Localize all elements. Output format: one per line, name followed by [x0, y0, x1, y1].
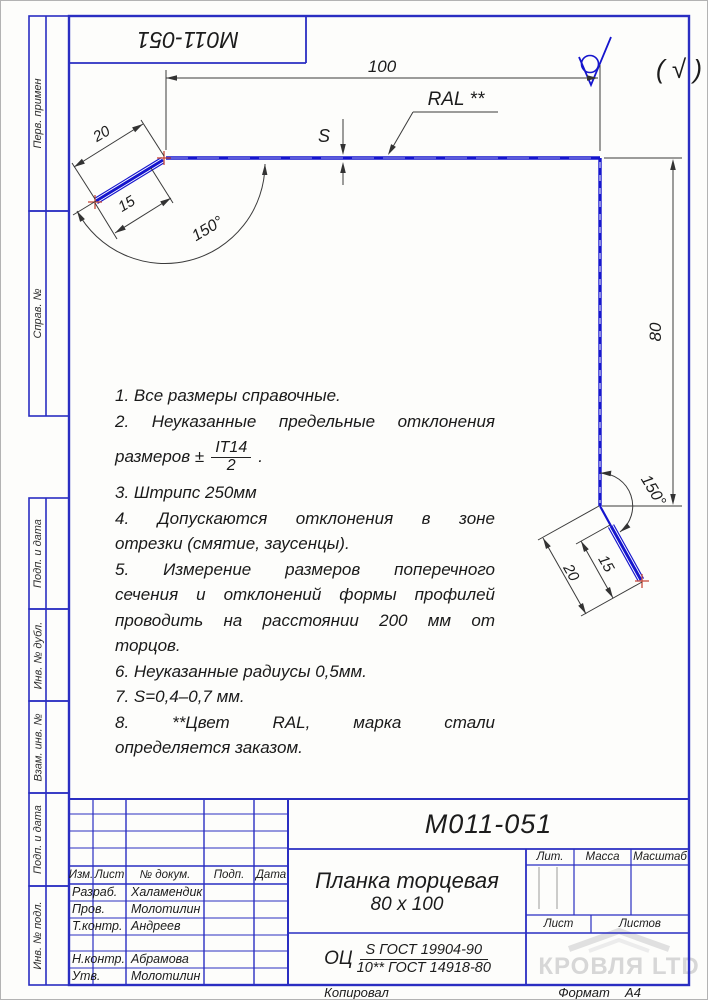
material-spec: [291, 935, 524, 983]
role-nkontr: Н.контр.: [72, 952, 125, 966]
margin-label-inv-podl: Инв. № подл.: [31, 901, 44, 970]
margin-label-vzam-inv: Взам. инв. №: [31, 712, 44, 782]
header-data: Дата: [255, 868, 287, 881]
angle-top-label: 150°: [189, 213, 227, 245]
note-5-line3: проводить на расстоянии 200 мм от: [115, 610, 495, 630]
header-izm: Изм.: [68, 868, 94, 881]
watermark-text: КРОВЛЯ LTD: [538, 953, 700, 980]
role-razrab: Разраб.: [72, 885, 118, 899]
header-dok: № докум.: [139, 868, 191, 881]
note-4-line1: 4. Допускаются отклонения в зоне: [115, 508, 495, 528]
note-6: 6. Неуказанные радиусы 0,5мм.: [115, 661, 367, 681]
lit-subcells: [539, 867, 557, 909]
coating-label: RAL **: [427, 89, 485, 110]
flange-top-inner-label: 15: [115, 192, 139, 216]
note-1: 1. Все размеры справочные.: [115, 386, 341, 405]
note-2-prefix: размеров ±: [115, 447, 205, 467]
flange-top-outer-label: 20: [90, 122, 114, 146]
margin-label-perv-primen: Перв. примен: [31, 78, 44, 149]
note-2-line2: [115, 434, 495, 480]
note-5-line1: 5. Измерение размеров поперечного: [115, 559, 495, 579]
lit-label: Лит.: [536, 850, 564, 863]
margin-label-podp-data-1: Подп. и дата: [31, 519, 44, 588]
role-tkontr: Т.контр.: [72, 919, 123, 933]
dim-width-label: 100: [367, 57, 397, 76]
material-prefix: ОЦ: [324, 948, 353, 969]
material-bottom: 10** ГОСТ 14918-80: [356, 959, 491, 976]
kopiroval-label: Копировал: [324, 985, 389, 1000]
name-nkontr: Абрамова: [131, 952, 189, 966]
name-tkontr: Андреев: [131, 919, 181, 933]
note-2-line1: 2. Неуказанные предельные отклонения: [115, 411, 495, 431]
role-utv: Утв.: [72, 969, 101, 983]
listov-label: Листов: [619, 917, 661, 930]
top-stamp: [69, 16, 306, 63]
massa-label: Масса: [585, 850, 620, 863]
note-4-line2: отрезки (смятие, заусенцы).: [115, 534, 350, 553]
part-name-line1: Планка торцевая: [315, 868, 499, 893]
margin-label-podp-data-2: Подп. и дата: [31, 805, 44, 874]
header-list: Лист: [94, 868, 125, 881]
surface-finish-icon: [579, 37, 611, 85]
part-name-line2: 80 х 100: [370, 894, 444, 915]
note-2-suffix: .: [258, 447, 263, 467]
note-8-line2: определяется заказом.: [115, 738, 303, 757]
role-prov: Пров.: [72, 902, 105, 916]
dim-thickness-label: S: [317, 126, 331, 146]
dim-height-label: 80: [646, 322, 665, 342]
flange-bottom-inner-label: 15: [594, 552, 618, 576]
name-razrab: Халамендик: [131, 885, 203, 899]
company-watermark: [534, 927, 704, 987]
part-name: [288, 853, 526, 931]
note-3: 3. Штрипс 250мм: [115, 483, 257, 502]
flange-bottom-outer-label: 20: [559, 561, 583, 585]
note-5-line4: торцов.: [115, 636, 181, 655]
note-5-line2: сечения и отклонений формы профилей: [115, 585, 495, 604]
surface-rest-label: ( √ ): [655, 54, 703, 84]
list-label: Лист: [543, 917, 574, 930]
note-7: 7. S=0,4–0,7 мм.: [115, 687, 245, 706]
technical-notes: [115, 383, 495, 761]
note-8-line1: 8. **Цвет RAL, марка стали: [115, 712, 495, 732]
fraction-numerator: IT14: [211, 440, 251, 458]
format-label: Формат: [558, 985, 610, 1000]
masshtab-label: Масштаб: [633, 850, 687, 863]
doc-number: М011-051: [424, 808, 553, 839]
header-podp: Подп.: [213, 868, 245, 881]
angle-bottom-label: 150°: [637, 472, 669, 510]
name-prov: Молотилин: [131, 902, 201, 916]
format-value: А4: [625, 985, 641, 1000]
margin-label-inv-dubl: Инв. № дубл.: [31, 621, 44, 689]
material-top: S ГОСТ 19904-90: [360, 942, 489, 960]
name-utv: Молотилин: [131, 969, 201, 983]
tolerance-fraction: [211, 440, 251, 475]
top-stamp-number: М011-051: [136, 27, 239, 53]
material-fraction: [357, 942, 491, 976]
margin-label-sprav-no: Справ. №: [31, 288, 44, 339]
fraction-denominator: 2: [226, 456, 236, 474]
